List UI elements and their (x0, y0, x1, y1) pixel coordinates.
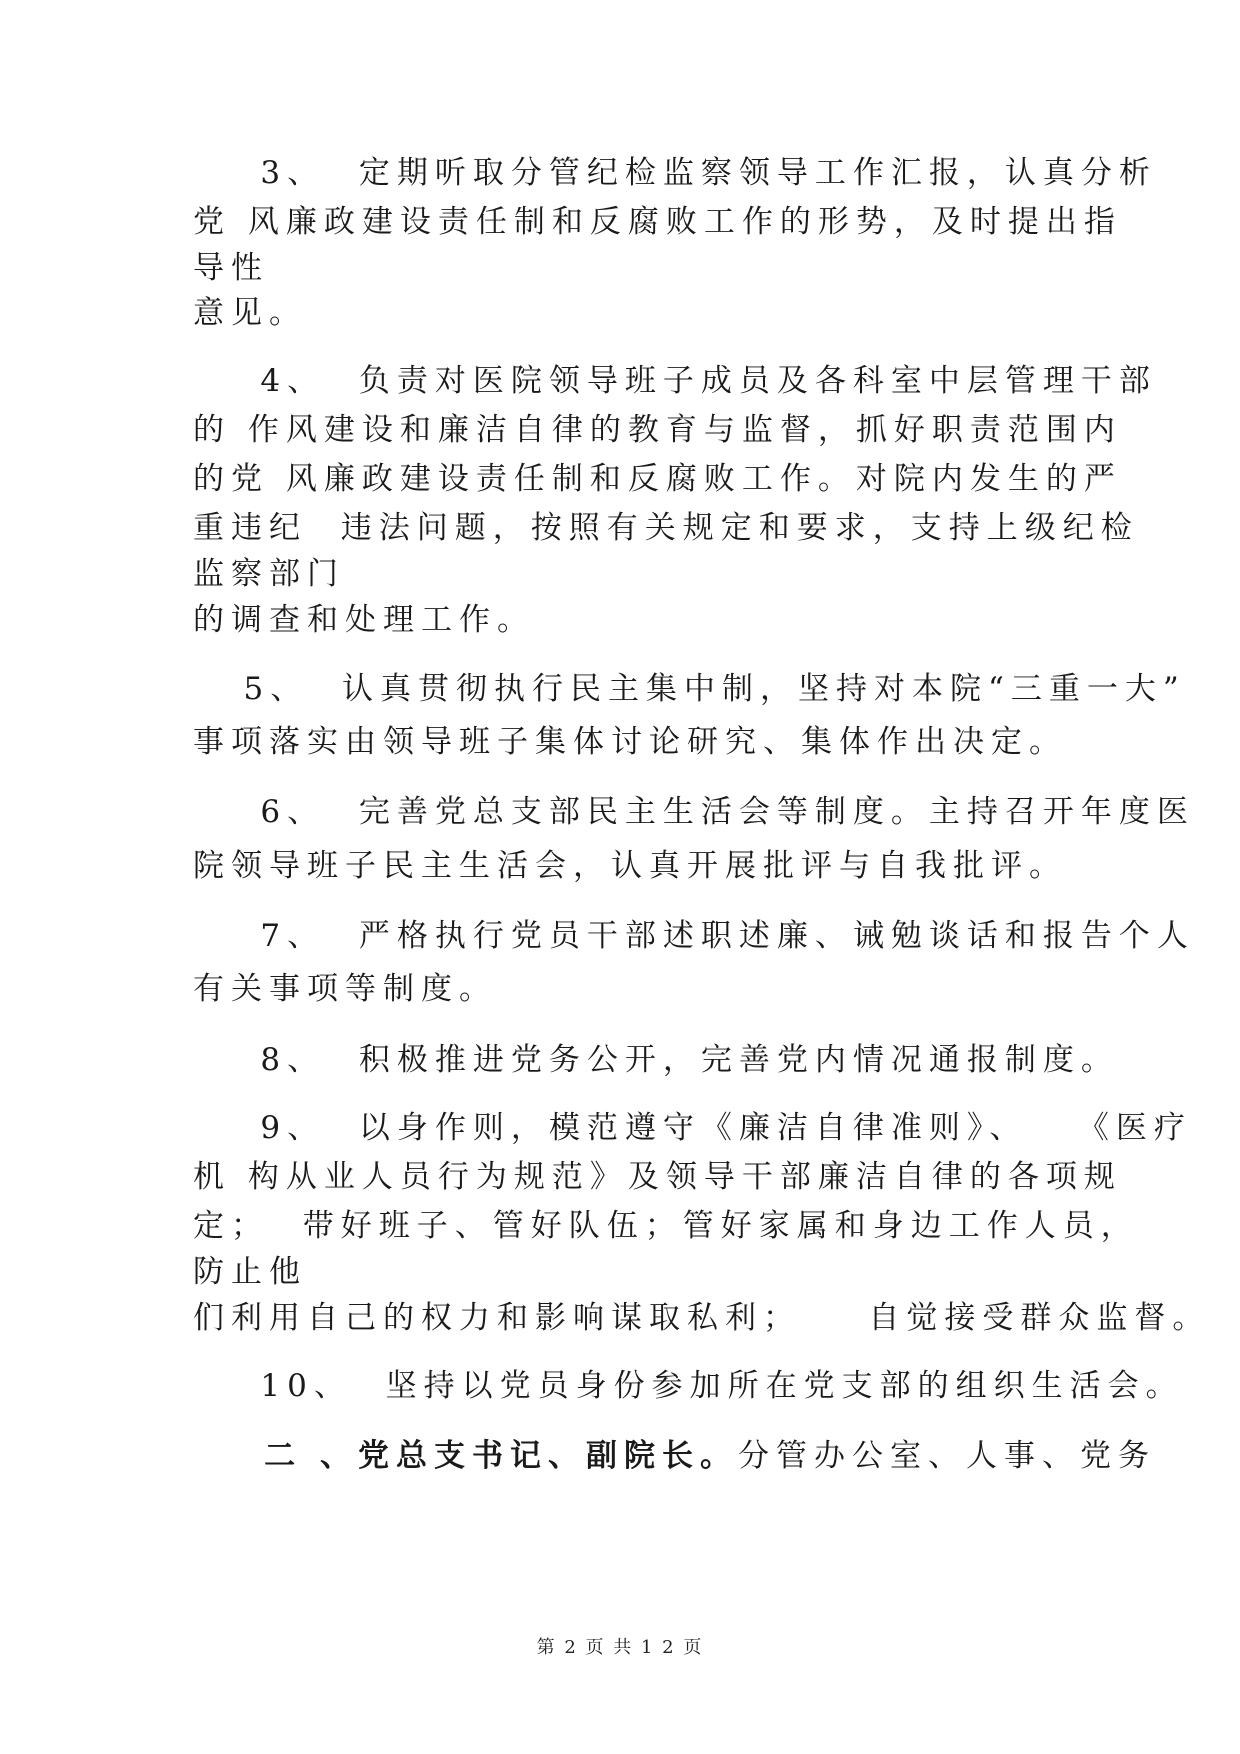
text-line: 监察部门 (193, 556, 345, 592)
section-heading: 二 、党总支书记、副院长。 (193, 1438, 738, 1474)
text-line: 3、 定期听取分管纪检监察领导工作汇报，认真分析 (193, 155, 1157, 191)
page-footer: 第 2 页 共 1 2 页 (536, 1637, 704, 1658)
text-line: 定； 带好班子、管好队伍；管好家属和身边工作人员， (193, 1208, 1139, 1244)
text-line: 们利用自己的权力和影响谋取私利； 自觉接受群众监督。 (193, 1300, 1211, 1336)
text-line: 的 作风建设和廉洁自律的教育与监督，抓好职责范围内 (193, 412, 1122, 448)
text-line: 导性 (193, 250, 269, 286)
text-line: 重违纪 违法问题，按照有关规定和要求，支持上级纪检 (193, 510, 1139, 546)
section-heading-line (193, 1436, 1156, 1476)
text-line: 7、 严格执行党员干部述职述廉、诫勉谈话和报告个人 (193, 918, 1195, 954)
text-line: 有关事项等制度。 (193, 971, 497, 1007)
text-line: 的党 风廉政建设责任制和反腐败工作。对院内发生的严 (193, 461, 1122, 497)
text-line: 事项落实由领导班子集体讨论研究、集体作出决定。 (193, 724, 1067, 760)
text-line: 的调查和处理工作。 (193, 602, 535, 638)
text-line: 防止他 (193, 1254, 307, 1290)
text-line: 4、 负责对医院领导班子成员及各科室中层管理干部 (193, 363, 1157, 399)
text-line: 10、 坚持以党员身份参加所在党支部的组织生活会。 (193, 1368, 1184, 1404)
text-line: 9、 以身作则，模范遵守《廉洁自律准则》、 《医疗 (193, 1110, 1192, 1146)
text-line: 意见。 (193, 295, 307, 331)
text-line: 机 构从业人员行为规范》及领导干部廉洁自律的各项规 (193, 1159, 1122, 1195)
text-line: 院领导班子民主生活会，认真开展批评与自我批评。 (193, 848, 1067, 884)
text-line: 5、 认真贯彻执行民主集中制，坚持对本院“三重一大” (193, 671, 1186, 707)
section-heading-rest: 分管办公室、人事、党务 (737, 1438, 1156, 1474)
text-line: 8、 积极推进党务公开，完善党内情况通报制度。 (193, 1042, 1119, 1078)
text-line: 6、 完善党总支部民主生活会等制度。主持召开年度医 (193, 794, 1195, 830)
text-line: 党 风廉政建设责任制和反腐败工作的形势，及时提出指 (193, 204, 1122, 240)
